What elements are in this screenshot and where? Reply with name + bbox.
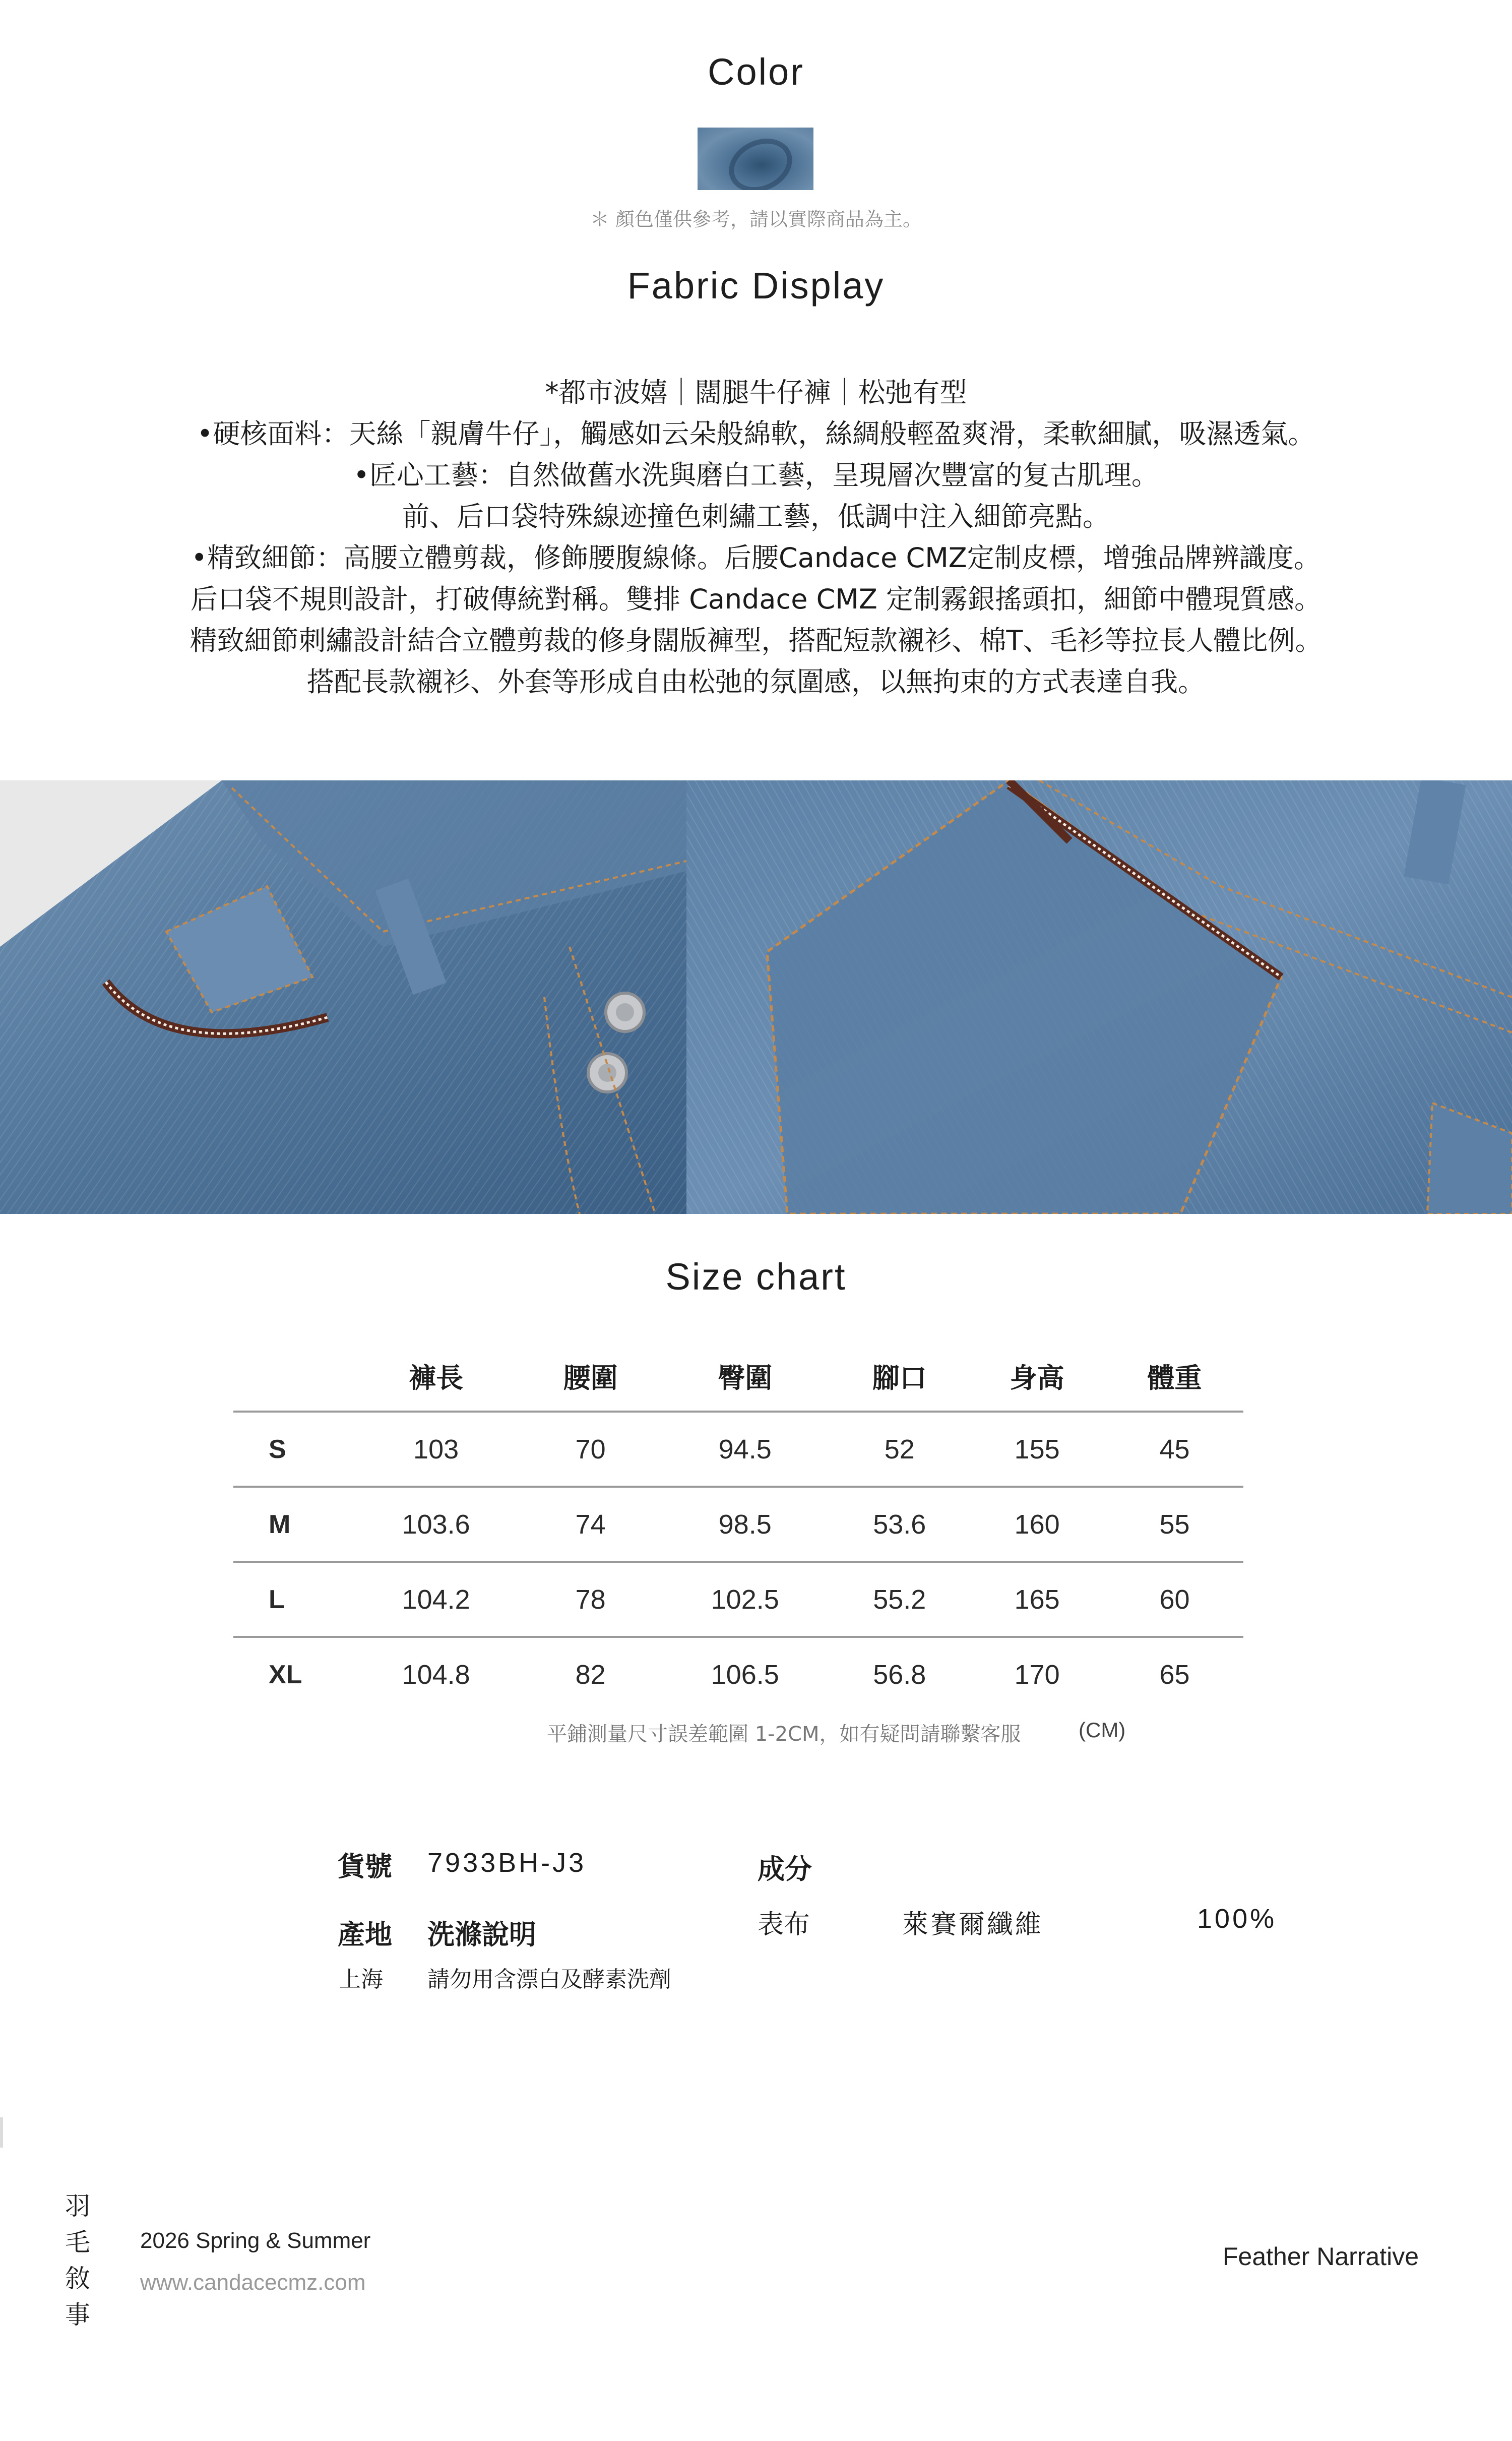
color-swatch[interactable] <box>698 128 813 190</box>
composition-label: 成分 <box>758 1853 812 1885</box>
table-cell: 45 <box>1106 1412 1243 1487</box>
table-cell: 82 <box>522 1637 659 1711</box>
table-row <box>233 1562 1243 1637</box>
tagline: Feather Narrative <box>1223 2242 1419 2271</box>
header-cell <box>233 1341 350 1412</box>
table-cell: 55 <box>1106 1487 1243 1562</box>
fabric-title: Fabric Display <box>627 265 885 307</box>
care-label: 洗滌說明 <box>427 1919 536 1950</box>
composition-percent: 100% <box>1197 1904 1277 1934</box>
header-cell: 體重 <box>1147 1363 1202 1393</box>
table-cell: 102.5 <box>659 1562 831 1637</box>
table-cell: 98.5 <box>659 1487 831 1562</box>
desc-line: 后口袋不規則設計，打破傳統對稱。雙排 Candace CMZ 定制霧銀搖頭扣，細節中體現質感。 <box>190 583 1322 615</box>
table-cell: 165 <box>968 1562 1106 1637</box>
table-row <box>233 1487 1243 1562</box>
table-cell: 55.2 <box>831 1562 968 1637</box>
website-link[interactable]: www.candacecmz.com <box>140 2270 366 2295</box>
table-cell: 70 <box>522 1412 659 1487</box>
header-cell: 腳口 <box>872 1363 927 1393</box>
table-cell: 104.8 <box>350 1637 522 1711</box>
front-detail-image <box>0 780 686 1214</box>
item-no-value: 7933BH-J3 <box>427 1848 587 1878</box>
table-cell: 160 <box>968 1487 1106 1562</box>
brand-char: 毛 <box>65 2228 90 2257</box>
table-cell: 74 <box>522 1487 659 1562</box>
fabric-photo-front <box>0 780 686 1214</box>
brand-char: 敘 <box>65 2264 90 2293</box>
origin-label: 產地 <box>338 1919 392 1950</box>
back-pocket-image <box>686 780 1512 1214</box>
desc-line: •精致細節：高腰立體剪裁，修飾腰腹線條。后腰Candace CMZ定制皮標，增強品牌辨識度。 <box>191 542 1321 574</box>
desc-line: *都市波嬉｜闊腿牛仔褲｜松弛有型 <box>545 377 967 408</box>
table-cell: 103.6 <box>350 1487 522 1562</box>
table-cell: 78 <box>522 1562 659 1637</box>
size-label: XL <box>233 1637 350 1711</box>
desc-line: •匠心工藝：自然做舊水洗與磨白工藝，呈現層次豐富的复古肌理。 <box>353 459 1159 491</box>
fabric-description <box>0 372 1512 703</box>
size-table <box>233 1341 1243 1711</box>
table-cell: 65 <box>1106 1637 1243 1711</box>
brand-char: 羽 <box>65 2191 90 2221</box>
table-cell: 52 <box>831 1412 968 1487</box>
fabric-photo-back <box>686 780 1512 1214</box>
header-cell: 身高 <box>1010 1363 1064 1393</box>
header-cell: 腰圍 <box>563 1363 618 1393</box>
color-title: Color <box>708 51 804 93</box>
desc-line: •硬核面料：天絲「親膚牛仔」，觸感如云朵般綿軟，絲綢般輕盈爽滑，柔軟細膩，吸濕透氣。 <box>197 418 1315 450</box>
table-cell: 94.5 <box>659 1412 831 1487</box>
color-note: ＊ 顏色僅供參考，請以實際商品為主。 <box>590 208 922 230</box>
table-row <box>233 1412 1243 1487</box>
size-label: M <box>233 1487 350 1562</box>
table-cell: 106.5 <box>659 1637 831 1711</box>
season-label: 2026 Spring & Summer <box>140 2228 371 2253</box>
care-value: 請勿用含漂白及酵素洗劑 <box>427 1967 671 1992</box>
brand-vertical <box>62 2188 93 2333</box>
item-no-label: 貨號 <box>338 1851 392 1882</box>
size-chart-title: Size chart <box>665 1256 847 1298</box>
header-cell: 臀圍 <box>718 1363 773 1393</box>
size-label: S <box>233 1412 350 1487</box>
size-table-header <box>233 1341 1243 1412</box>
desc-line: 前、后口袋特殊線迹撞色刺繡工藝，低調中注入細節亮點。 <box>402 501 1110 532</box>
table-cell: 170 <box>968 1637 1106 1711</box>
desc-line: 搭配長款襯衫、外套等形成自由松弛的氛圍感，以無拘束的方式表達自我。 <box>307 666 1205 698</box>
table-cell: 53.6 <box>831 1487 968 1562</box>
origin-value: 上海 <box>339 1967 383 1992</box>
composition-part: 表布 <box>758 1910 810 1940</box>
edge-mark <box>0 2117 3 2148</box>
brand-char: 事 <box>65 2300 90 2330</box>
composition-material: 萊賽爾纖維 <box>902 1910 1044 1940</box>
desc-line: 精致細節刺繡設計結合立體剪裁的修身闊版褲型，搭配短款襯衫、棉T、毛衫等拉長人體比例。 <box>190 625 1322 656</box>
size-label: L <box>233 1562 350 1637</box>
size-unit: (CM) <box>1079 1718 1126 1742</box>
table-cell: 104.2 <box>350 1562 522 1637</box>
table-cell: 60 <box>1106 1562 1243 1637</box>
size-note: 平鋪測量尺寸誤差範圍 1-2CM，如有疑問請聯繫客服 <box>547 1723 1021 1746</box>
table-cell: 103 <box>350 1412 522 1487</box>
table-cell: 155 <box>968 1412 1106 1487</box>
table-row <box>233 1637 1243 1711</box>
header-cell: 褲長 <box>409 1363 464 1393</box>
table-cell: 56.8 <box>831 1637 968 1711</box>
